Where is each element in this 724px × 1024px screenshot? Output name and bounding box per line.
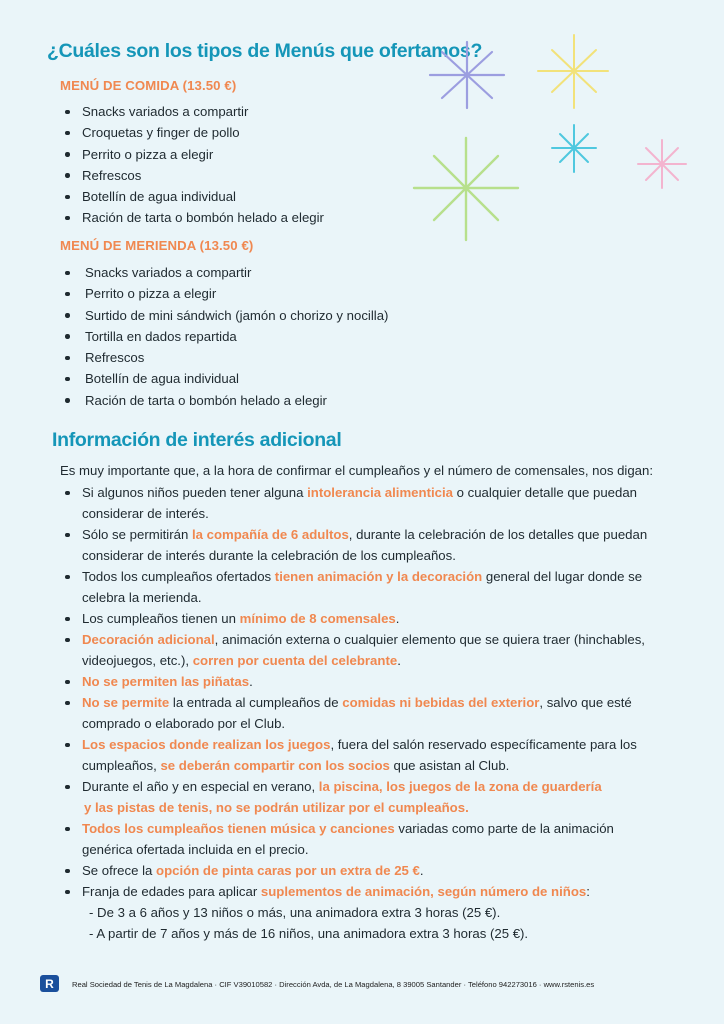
star-green-icon — [414, 138, 518, 240]
info-list — [60, 482, 700, 944]
list-item: Botellín de agua individual — [60, 186, 324, 207]
info-item-espacios: Los espacios donde realizan los juegos, fuera del salón reservado específicamente para los cumpleaños, se deberán compartir con los socios que asistan al Club. — [60, 734, 700, 776]
info-heading: Información de interés adicional — [52, 429, 342, 451]
list-item: Snacks variados a compartir — [60, 262, 388, 283]
menu-merienda-list — [60, 262, 388, 411]
sparkle-stars-decoration — [400, 30, 700, 260]
menu-merienda-heading: MENÚ DE MERIENDA (13.50 €) — [60, 238, 254, 253]
info-item-adultos: Sólo se permitirán la compañía de 6 adultos, durante la celebración de los detalles que puedan considerar de interés durante la celebración de los cumpleaños. — [60, 524, 700, 566]
info-item-decoracion: Decoración adicional, animación externa o cualquier elemento que se quiera traer (hinchables, videojuegos, etc.), corren por cuenta del celebrante. — [60, 629, 700, 671]
list-item: Snacks variados a compartir — [60, 101, 324, 122]
info-item-suplementos: Franja de edades para aplicar suplementos de animación, según número de niños: - De 3 a 6 años y 13 niños o más, una animadora extra 3 horas (25 €). - A partir de 7 años y más de 16 niños, una animadora extra 3 horas (25 €). — [60, 881, 700, 944]
list-item: Refrescos — [60, 347, 388, 368]
svg-text:R: R — [45, 977, 54, 991]
footer-text: Real Sociedad de Tenis de La Magdalena · CIF V39010582 · Dirección Avda, de La Magdalena, 8 39005 Santander · Teléfono 942273016 · www.rstenis.es — [72, 980, 595, 989]
info-item-minimo-comensales: Los cumpleaños tienen un mínimo de 8 comensales. — [60, 608, 700, 629]
footer — [40, 975, 700, 995]
info-item-animacion: Todos los cumpleaños ofertados tienen animación y la decoración general del lugar donde se celebra la merienda. — [60, 566, 700, 608]
info-item-intolerancia: Si algunos niños pueden tener alguna intolerancia alimenticia o cualquier detalle que puedan considerar de interés. — [60, 482, 700, 524]
suplemento-7-mas: - A partir de 7 años y más de 16 niños, una animadora extra 3 horas (25 €). — [89, 926, 529, 941]
suplemento-3-6: - De 3 a 6 años y 13 niños o más, una animadora extra 3 horas (25 €). — [89, 905, 501, 920]
info-item-pinatas: No se permiten las piñatas. — [60, 671, 700, 692]
menu-comida-list — [60, 101, 324, 229]
info-item-piscina: Durante el año y en especial en verano, la piscina, los juegos de la zona de guardería y las pistas de tenis, no se podrán utilizar por el cumpleaños. — [60, 776, 700, 818]
list-item: Ración de tarta o bombón helado a elegir — [60, 207, 324, 228]
list-item: Surtido de mini sándwich (jamón o chorizo y nocilla) — [60, 305, 388, 326]
star-pink-icon — [638, 140, 686, 188]
menu-comida-heading: MENÚ DE COMIDA (13.50 €) — [60, 78, 237, 93]
club-logo — [40, 975, 59, 992]
list-item: Croquetas y finger de pollo — [60, 122, 324, 143]
list-item: Perrito o pizza a elegir — [60, 283, 388, 304]
star-purple-icon — [430, 42, 504, 108]
list-item: Ración de tarta o bombón helado a elegir — [60, 390, 388, 411]
info-intro: Es muy importante que, a la hora de confirmar el cumpleaños y el número de comensales, nos digan: — [60, 463, 654, 478]
page-title: ¿Cuáles son los tipos de Menús que ofertamos? — [47, 40, 483, 62]
star-cyan-icon — [552, 125, 596, 172]
list-item: Botellín de agua individual — [60, 368, 388, 389]
info-item-musica: Todos los cumpleaños tienen música y canciones variadas como parte de la animación genérica ofertada incluida en el precio. — [60, 818, 700, 860]
star-yellow-icon — [538, 35, 608, 108]
info-item-pinta-caras: Se ofrece la opción de pinta caras por un extra de 25 €. — [60, 860, 700, 881]
list-item: Perrito o pizza a elegir — [60, 144, 324, 165]
list-item: Tortilla en dados repartida — [60, 326, 388, 347]
info-item-comidas-exterior: No se permite la entrada al cumpleaños de comidas ni bebidas del exterior, salvo que esté comprado o elaborado por el Club. — [60, 692, 700, 734]
list-item: Refrescos — [60, 165, 324, 186]
